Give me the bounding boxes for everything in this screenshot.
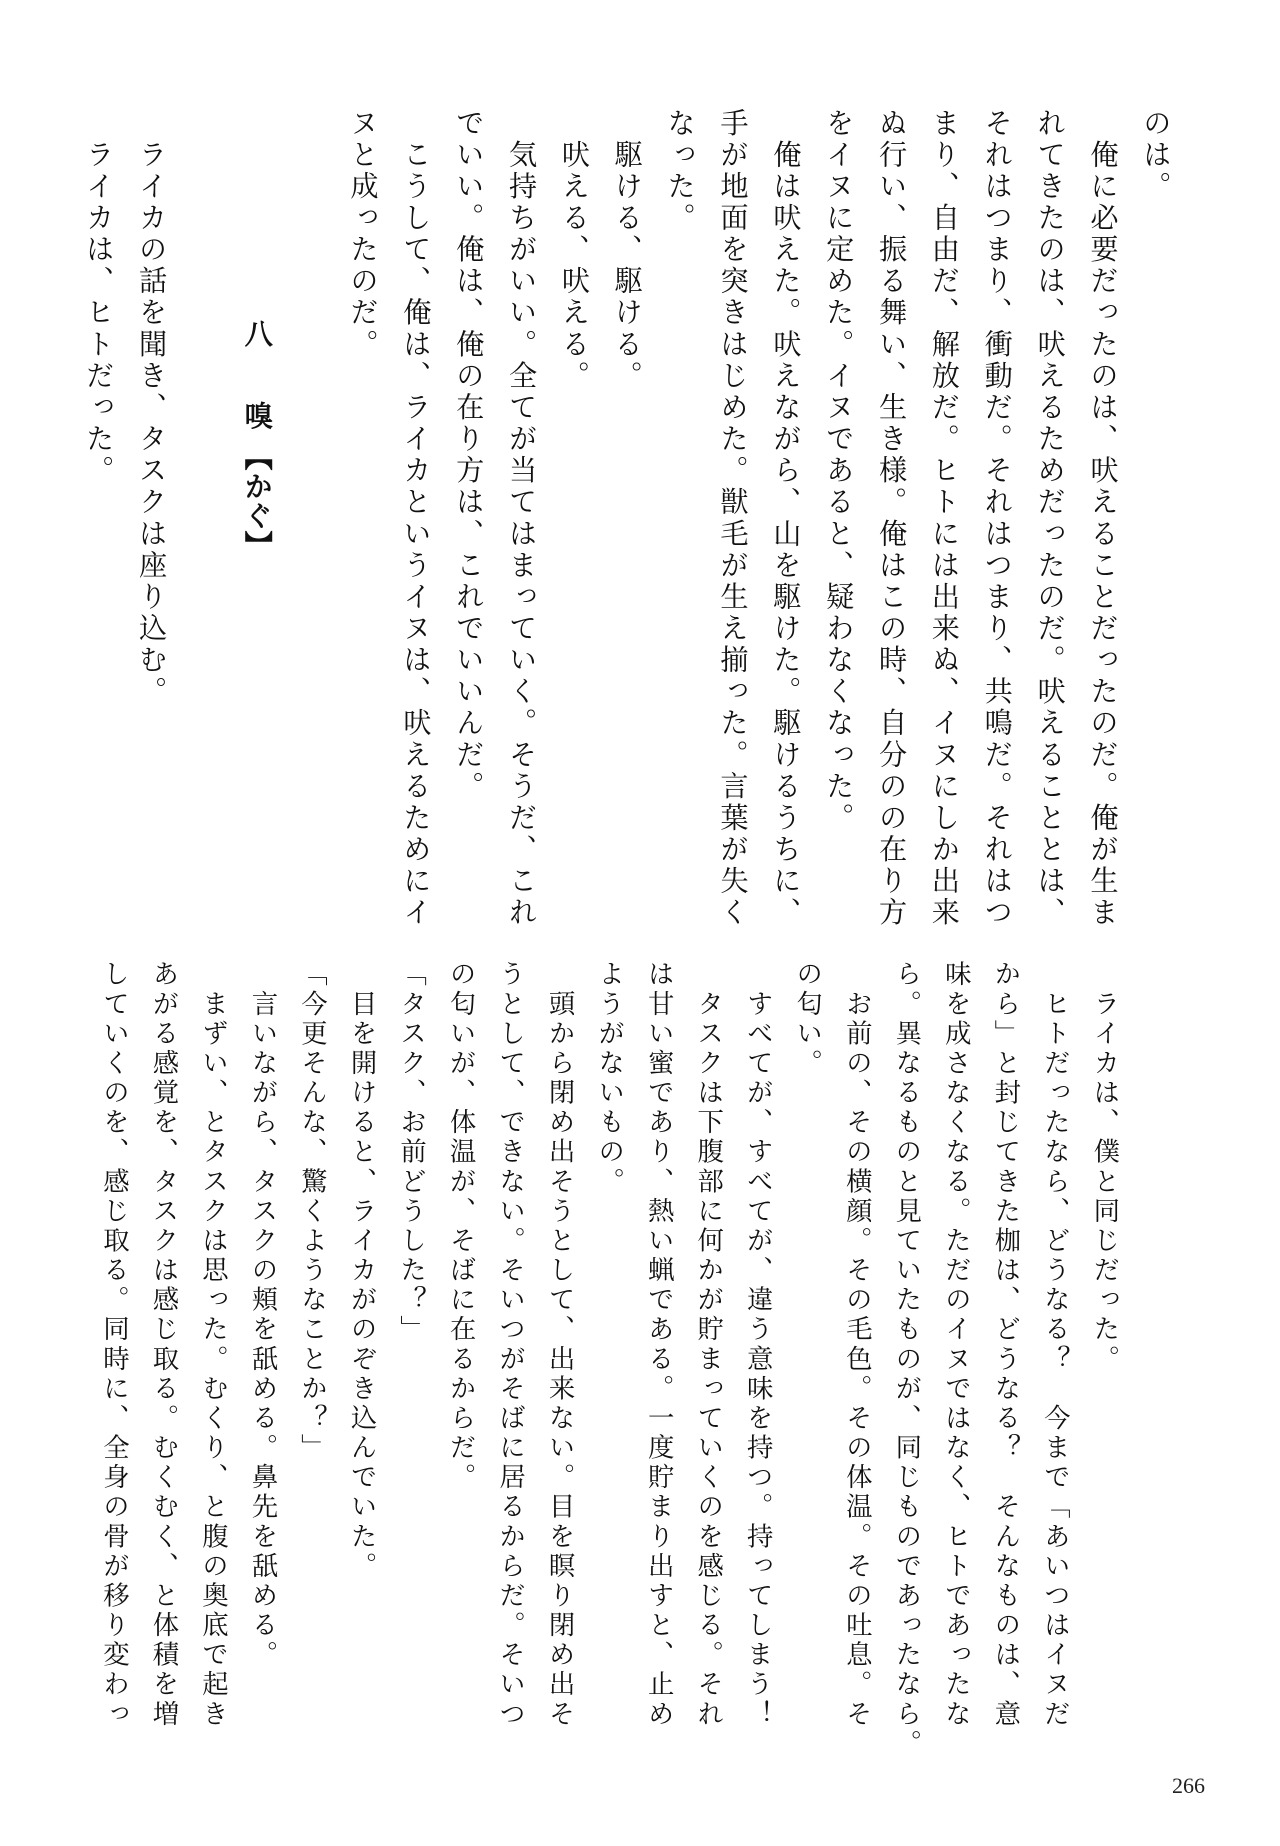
- chapter-title: 嗅: [240, 401, 274, 443]
- text-column: あがる感覚を、タスクは感じ取る。むくむく、と体積を増: [148, 960, 180, 1730]
- text-column: 俺に必要だったのは、吠えることだったのだ。俺が生ま: [1085, 108, 1120, 929]
- text-column: 「タスク、お前どうした？」: [396, 960, 428, 1345]
- text-column: でいい。俺は、俺の在り方は、これでいいんだ。: [451, 108, 486, 803]
- text-column: ようがないもの。: [594, 960, 626, 1197]
- text-column: のは。: [1138, 108, 1173, 203]
- text-column: から」と封じてきた枷は、どうなる？ そんなものは、意: [990, 960, 1022, 1730]
- text-column: うとして、できない。そいつがそばに居るからだ。そいつ: [495, 960, 527, 1730]
- text-column: こうして、俺は、ライカというイヌは、吠えるためにイ: [398, 108, 433, 929]
- text-column: 気持ちがいい。全てが当てはまっていく。そうだ、これ: [504, 108, 539, 929]
- text-column: 吠える、吠える。: [557, 108, 591, 393]
- text-column: をイヌに定めた。イヌであると、疑わなくなった。: [821, 108, 856, 835]
- text-column: 手が地面を突きはじめた。獣毛が生え揃った。言葉が失く: [715, 108, 750, 929]
- chapter-heading: [231, 108, 284, 830]
- blank-column: [178, 108, 231, 830]
- text-column: ら。異なるものと見ていたものが、同じものであったなら。: [891, 960, 923, 1759]
- text-column: ライカは、ヒトだった。: [81, 108, 116, 487]
- text-column: タスクは下腹部に何かが貯まっていくのを感じる。それ: [693, 960, 725, 1730]
- text-column: は甘い蜜であり、熱い蝋である。一度貯まり出すと、止め: [643, 960, 676, 1730]
- text-column: 頭から閉め出そうとして、出来ない。目を瞑り閉め出そ: [544, 960, 577, 1730]
- page-number: 266: [1172, 1773, 1205, 1798]
- text-column: まり、自由だ、解放だ。ヒトには出来ぬ、イヌにしか出来: [927, 108, 961, 929]
- text-column: まずい、とタスクは思った。むくり、と腹の奥底で起き: [198, 960, 230, 1730]
- text-column: 「今更そんな、驚くようなことか？」: [297, 960, 329, 1463]
- chapter-number: 八: [240, 319, 274, 361]
- upper-text-block: [72, 108, 1182, 929]
- text-column: 目を開けると、ライカがのぞき込んでいた。: [346, 960, 379, 1582]
- text-column: の匂い。: [792, 960, 824, 1079]
- text-column: ヌと成ったのだ。: [345, 108, 380, 361]
- text-column: お前の、その横顔。その毛色。その体温。その吐息。そ: [841, 960, 874, 1730]
- text-column: 言いながら、タスクの頬を舐める。鼻先を舐める。: [247, 960, 280, 1670]
- text-column: の匂いが、体温が、そばに在るからだ。: [445, 960, 478, 1493]
- text-column: れてきたのは、吠えるためだったのだ。吠えることとは、: [1033, 108, 1067, 929]
- text-column: 駆ける、駆ける。: [610, 108, 644, 393]
- text-column: すべてが、すべてが、違う意味を持つ。持ってしまう！: [742, 960, 775, 1730]
- text-column: それはつまり、衝動だ。それはつまり、共鳴だ。それはつ: [980, 108, 1014, 929]
- text-column: ライカの話を聞き、タスクは座り込む。: [134, 108, 169, 708]
- blank-column: [283, 108, 336, 830]
- chapter-reading: 【かぐ】: [240, 442, 274, 561]
- text-column: していくのを、感じ取る。同時に、全身の骨が移り変わっ: [99, 960, 131, 1730]
- text-column: なった。: [663, 108, 697, 235]
- text-column: 俺は吠えた。吠えながら、山を駆けた。駆けるうちに、: [768, 108, 803, 929]
- text-column: ぬ行い、振る舞い、生き様。俺はこの時、自分のの在り方: [874, 108, 909, 929]
- text-column: ヒトだったなら、どうなる？ 今まで「あいつはイヌだ: [1040, 960, 1072, 1730]
- lower-text-block: [90, 960, 1130, 1759]
- text-column: ライカは、僕と同じだった。: [1089, 960, 1121, 1375]
- text-column: 味を成さなくなる。ただのイヌではなく、ヒトであったな: [940, 960, 973, 1730]
